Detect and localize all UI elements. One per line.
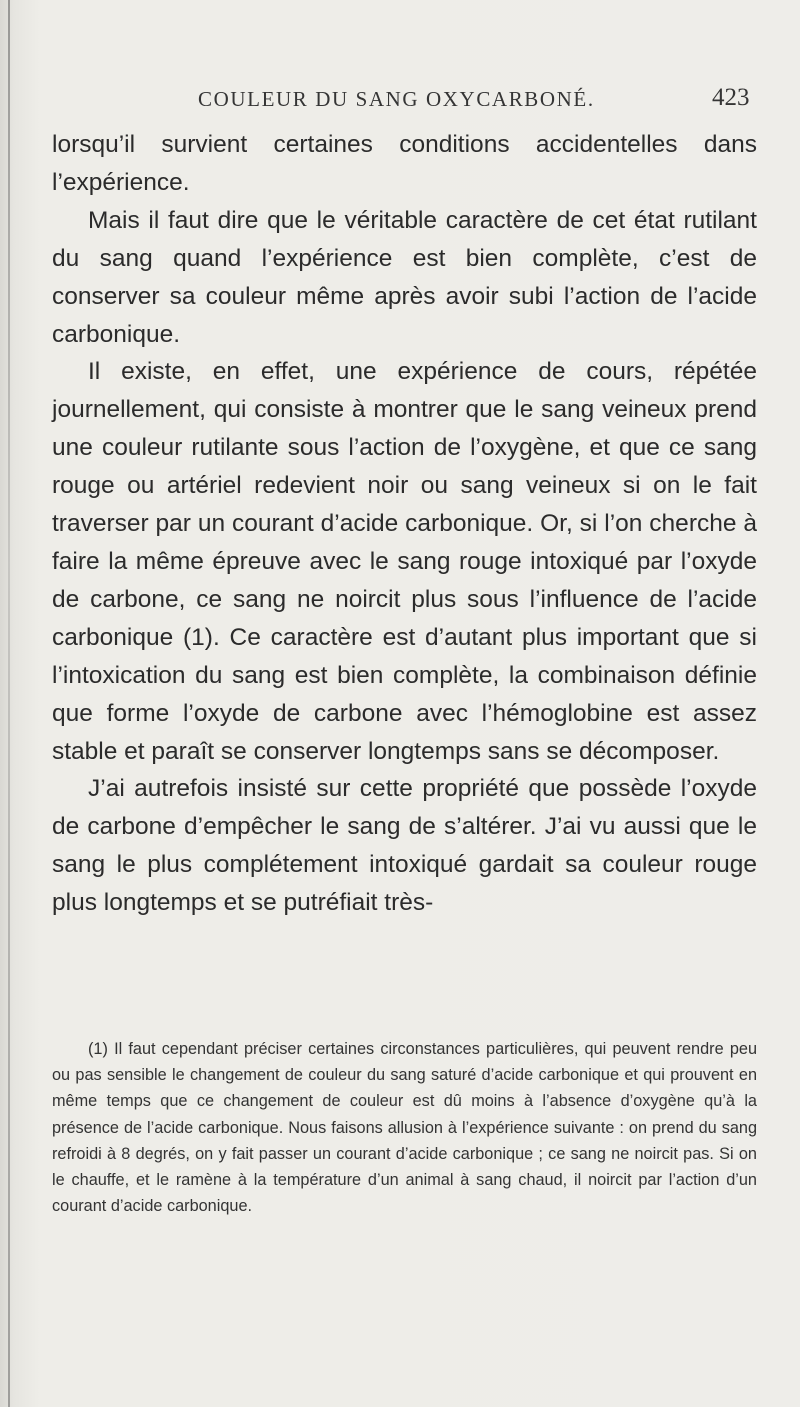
page-header — [0, 84, 800, 121]
paragraph: Il existe, en effet, une expérience de cours, répétée journellement, qui consiste à montrer que le sang veineux prend une couleur rutilante sous l’action de l’oxygène, et que ce sang rouge ou artériel redevient noir ou sang veineux si on le fait traverser par un courant d’acide carbonique. Or, si l’on cherche à faire la même épreuve avec le sang rouge intoxiqué par l’oxyde de carbone, ce sang ne noircit plus sous l’influence de l’acide carbonique (1). Ce caractère est d’autant plus important que si l’intoxication du sang est bien complète, la combinaison définie que forme l’oxyde de carbone avec l’hémoglobine est assez stable et paraît se conserver longtemps sans se décomposer. — [52, 358, 757, 765]
running-title: COULEUR DU SANG OXYCARBONÉ. — [198, 87, 595, 111]
footnote: (1) Il faut cependant préciser certaines circonstances particulières, qui peuvent rendre peu ou pas sensible le changement de couleur du sang saturé d’acide carbonique et qui prouvent en même temps que ce changement de couleur est dû moins à l’absence d’oxygène qu’à la présence de l’acide carbonique. Nous faisons allusion à l’expérience suivante : on prend du sang refroidi à 8 degrés, on y fait passer un courant d’acide carbonique ; ce sang ne noircit pas. Si on le chauffe, et le ramène à la température d’un animal à sang chaud, il noircit par l’action d’un courant d’acide carbonique. — [52, 1040, 757, 1216]
main-text — [52, 126, 757, 922]
binding-edge — [8, 0, 10, 1407]
paragraph: J’ai autrefois insisté sur cette propriété que possède l’oxyde de carbone d’empêcher le sang de s’altérer. J’ai vu aussi que le sang le plus complétement intoxiqué gardait sa couleur rouge plus longtemps et se putréfiait très- — [52, 775, 757, 917]
paragraph: Mais il faut dire que le véritable caractère de cet état rutilant du sang quand l’expérience est bien complète, c’est de conserver sa couleur même après avoir subi l’action de l’acide carbonique. — [52, 206, 757, 348]
page-number: 423 — [712, 84, 750, 111]
paragraph: lorsqu’il survient certaines conditions accidentelles dans l’expérience. — [52, 131, 757, 196]
